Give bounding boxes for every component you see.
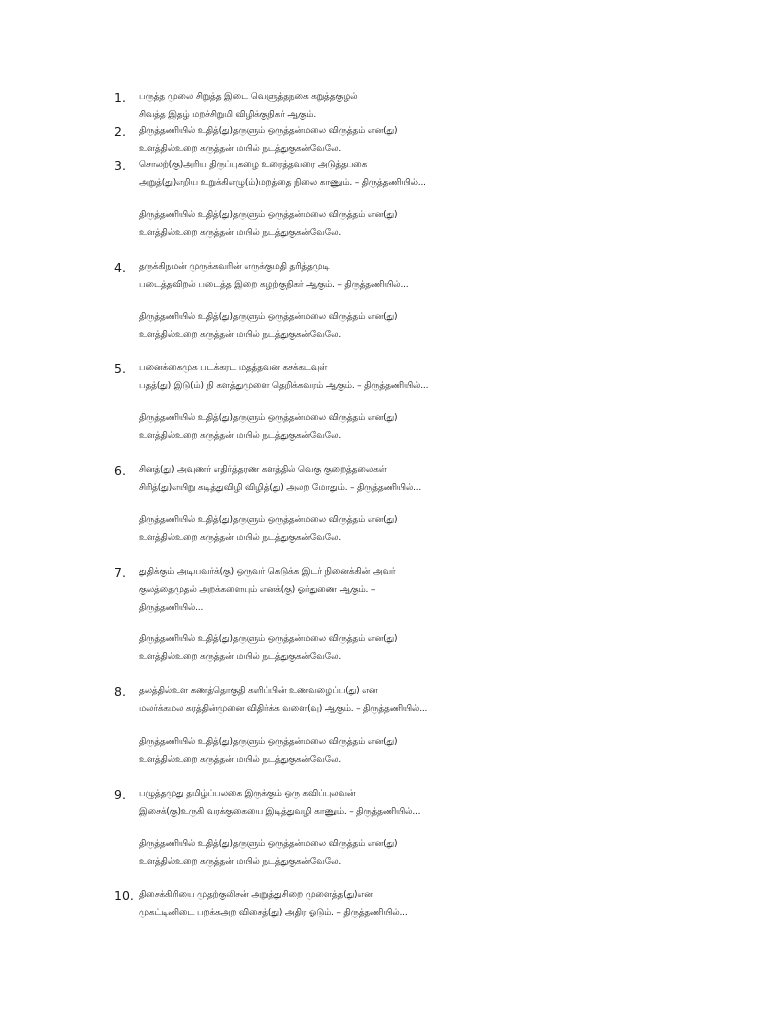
verse-line: திசைக்கிரியை முதற்குலிசன் அறுத்துசிறை முளைத்த(து)என bbox=[139, 890, 373, 900]
verse-number: 7. bbox=[114, 565, 126, 580]
verse-line: பழுத்தமுது தமிழ்ப்பலகை இருக்கும் ஒரு கவிப்புலவன் bbox=[139, 789, 356, 799]
verse-number: 6. bbox=[114, 463, 126, 478]
verse-line: சிவத்த இதழ் மறச்சிறுமி விழிக்குநிகர் ஆகும். bbox=[139, 110, 317, 120]
refrain-line: திருத்தணியில் உதித்(து)தருளும் ஒருத்தன்மலை விருத்தம் என(து) bbox=[139, 413, 398, 423]
refrain-line: உளத்தில்உறை கருத்தன் மயில் நடத்துகுகன்வேலே. bbox=[139, 228, 342, 238]
verse-line: தலத்தில்உள கணத்தொகுதி களிப்பின் உணவழைப்ப(து) என bbox=[139, 686, 378, 696]
verse-line: பனைக்கைமுக படக்கரட மதத்தவன கசக்கடவுள் bbox=[139, 363, 328, 373]
refrain-line: உளத்தில்உறை கருத்தன் மயில் நடத்துகுகன்வேலே. bbox=[139, 652, 342, 662]
verse-number: 3. bbox=[114, 158, 126, 173]
refrain-line: திருத்தணியில் உதித்(து)தருளும் ஒருத்தன்மலை விருத்தம் என(து) bbox=[139, 515, 398, 525]
verse-line: இசைக்(கு)உருகி வரக்குகையை இடித்துவழி காணும். – திருத்தணியில்... bbox=[139, 807, 421, 817]
verse-line: துதிக்கும் அடியவர்க்(கு) ஒருவர் கெடுக்க இடர் நினைக்கின் அவர் bbox=[139, 567, 396, 577]
verse-line: அறுத்(து)எறிய உறுக்கிஎழு(ம்)மறத்தை நிலை காணும். – திருத்தணியில்... bbox=[139, 178, 426, 188]
verse-line: திருத்தணியில்... bbox=[139, 603, 204, 613]
refrain-line: திருத்தணியில் உதித்(து)தருளும் ஒருத்தன்மலை விருத்தம் என(து) bbox=[139, 634, 398, 644]
verse-line: மலர்க்கமல கரத்தின்முனை விதிர்க்க வளை(வு) ஆகும். – திருத்தணியில்... bbox=[139, 704, 428, 714]
verse-line: சிரித்(து)எயிறு கடித்துவிழி விழித்(து) அலற மோதும். – திருத்தணியில்... bbox=[139, 483, 422, 493]
verse-line: திருத்தணியில் உதித்(து)தருளும் ஒருத்தன்மலை விருத்தம் என(து) bbox=[139, 126, 398, 136]
verse-line: பருத்த முலை சிறுத்த இடை வெளுத்தநகை கறுத்தகுழல் bbox=[139, 92, 358, 102]
verse-number: 8. bbox=[114, 684, 126, 699]
verse-number: 9. bbox=[114, 787, 126, 802]
refrain-line: திருத்தணியில் உதித்(து)தருளும் ஒருத்தன்மலை விருத்தம் என(து) bbox=[139, 312, 398, 322]
refrain-line: உளத்தில்உறை கருத்தன் மயில் நடத்துகுகன்வேலே. bbox=[139, 755, 342, 765]
refrain-line: உளத்தில்உறை கருத்தன் மயில் நடத்துகுகன்வேலே. bbox=[139, 330, 342, 340]
verse-line: முகட்டினிடை பறக்கஅற விசைத்(து) அதிர ஓடும். – திருத்தணியில்... bbox=[139, 908, 408, 918]
verse-line: உளத்தில்உறை கருத்தன் மயில் நடத்துகுகன்வேலே. bbox=[139, 144, 342, 154]
refrain-line: திருத்தணியில் உதித்(து)தருளும் ஒருத்தன்மலை விருத்தம் என(து) bbox=[139, 839, 398, 849]
verse-number: 4. bbox=[114, 260, 126, 275]
verse-line: தருக்கிநமன் முருக்கவரின் எருக்குமதி தரித்தமுடி bbox=[139, 262, 330, 272]
verse-line: சொலற்(கு)அரிய திருப்புகழை உரைத்தவரை அடுத்தபகை bbox=[139, 160, 368, 170]
refrain-line: உளத்தில்உறை கருத்தன் மயில் நடத்துகுகன்வேலே. bbox=[139, 533, 342, 543]
verse-line: குலத்தைமுதல் அறக்களையும் எனக்(கு) ஓர்துணை ஆகும். – bbox=[139, 585, 376, 595]
verse-number: 5. bbox=[114, 361, 126, 376]
refrain-line: திருத்தணியில் உதித்(து)தருளும் ஒருத்தன்மலை விருத்தம் என(து) bbox=[139, 737, 398, 747]
verse-line: சினத்(து) அவுணர் எதிர்த்தரண களத்தில் வெகு குறைத்தலைகள் bbox=[139, 465, 387, 475]
verse-number: 10. bbox=[114, 888, 134, 903]
refrain-line: திருத்தணியில் உதித்(து)தருளும் ஒருத்தன்மலை விருத்தம் என(து) bbox=[139, 210, 398, 220]
refrain-line: உளத்தில்உறை கருத்தன் மயில் நடத்துகுகன்வேலே. bbox=[139, 857, 342, 867]
verse-line: பதத்(து) இடு(ம்) நி களத்துமுளை தெறிக்கவரம் ஆகும். – திருத்தணியில்... bbox=[139, 381, 429, 391]
verse-number: 1. bbox=[114, 90, 126, 105]
refrain-line: உளத்தில்உறை கருத்தன் மயில் நடத்துகுகன்வேலே. bbox=[139, 431, 342, 441]
verse-number: 2. bbox=[114, 124, 126, 139]
verse-line: படைத்தவிறல் படைத்த இறை கழற்குநிகர் ஆகும். – திருத்தணியில்... bbox=[139, 280, 409, 290]
